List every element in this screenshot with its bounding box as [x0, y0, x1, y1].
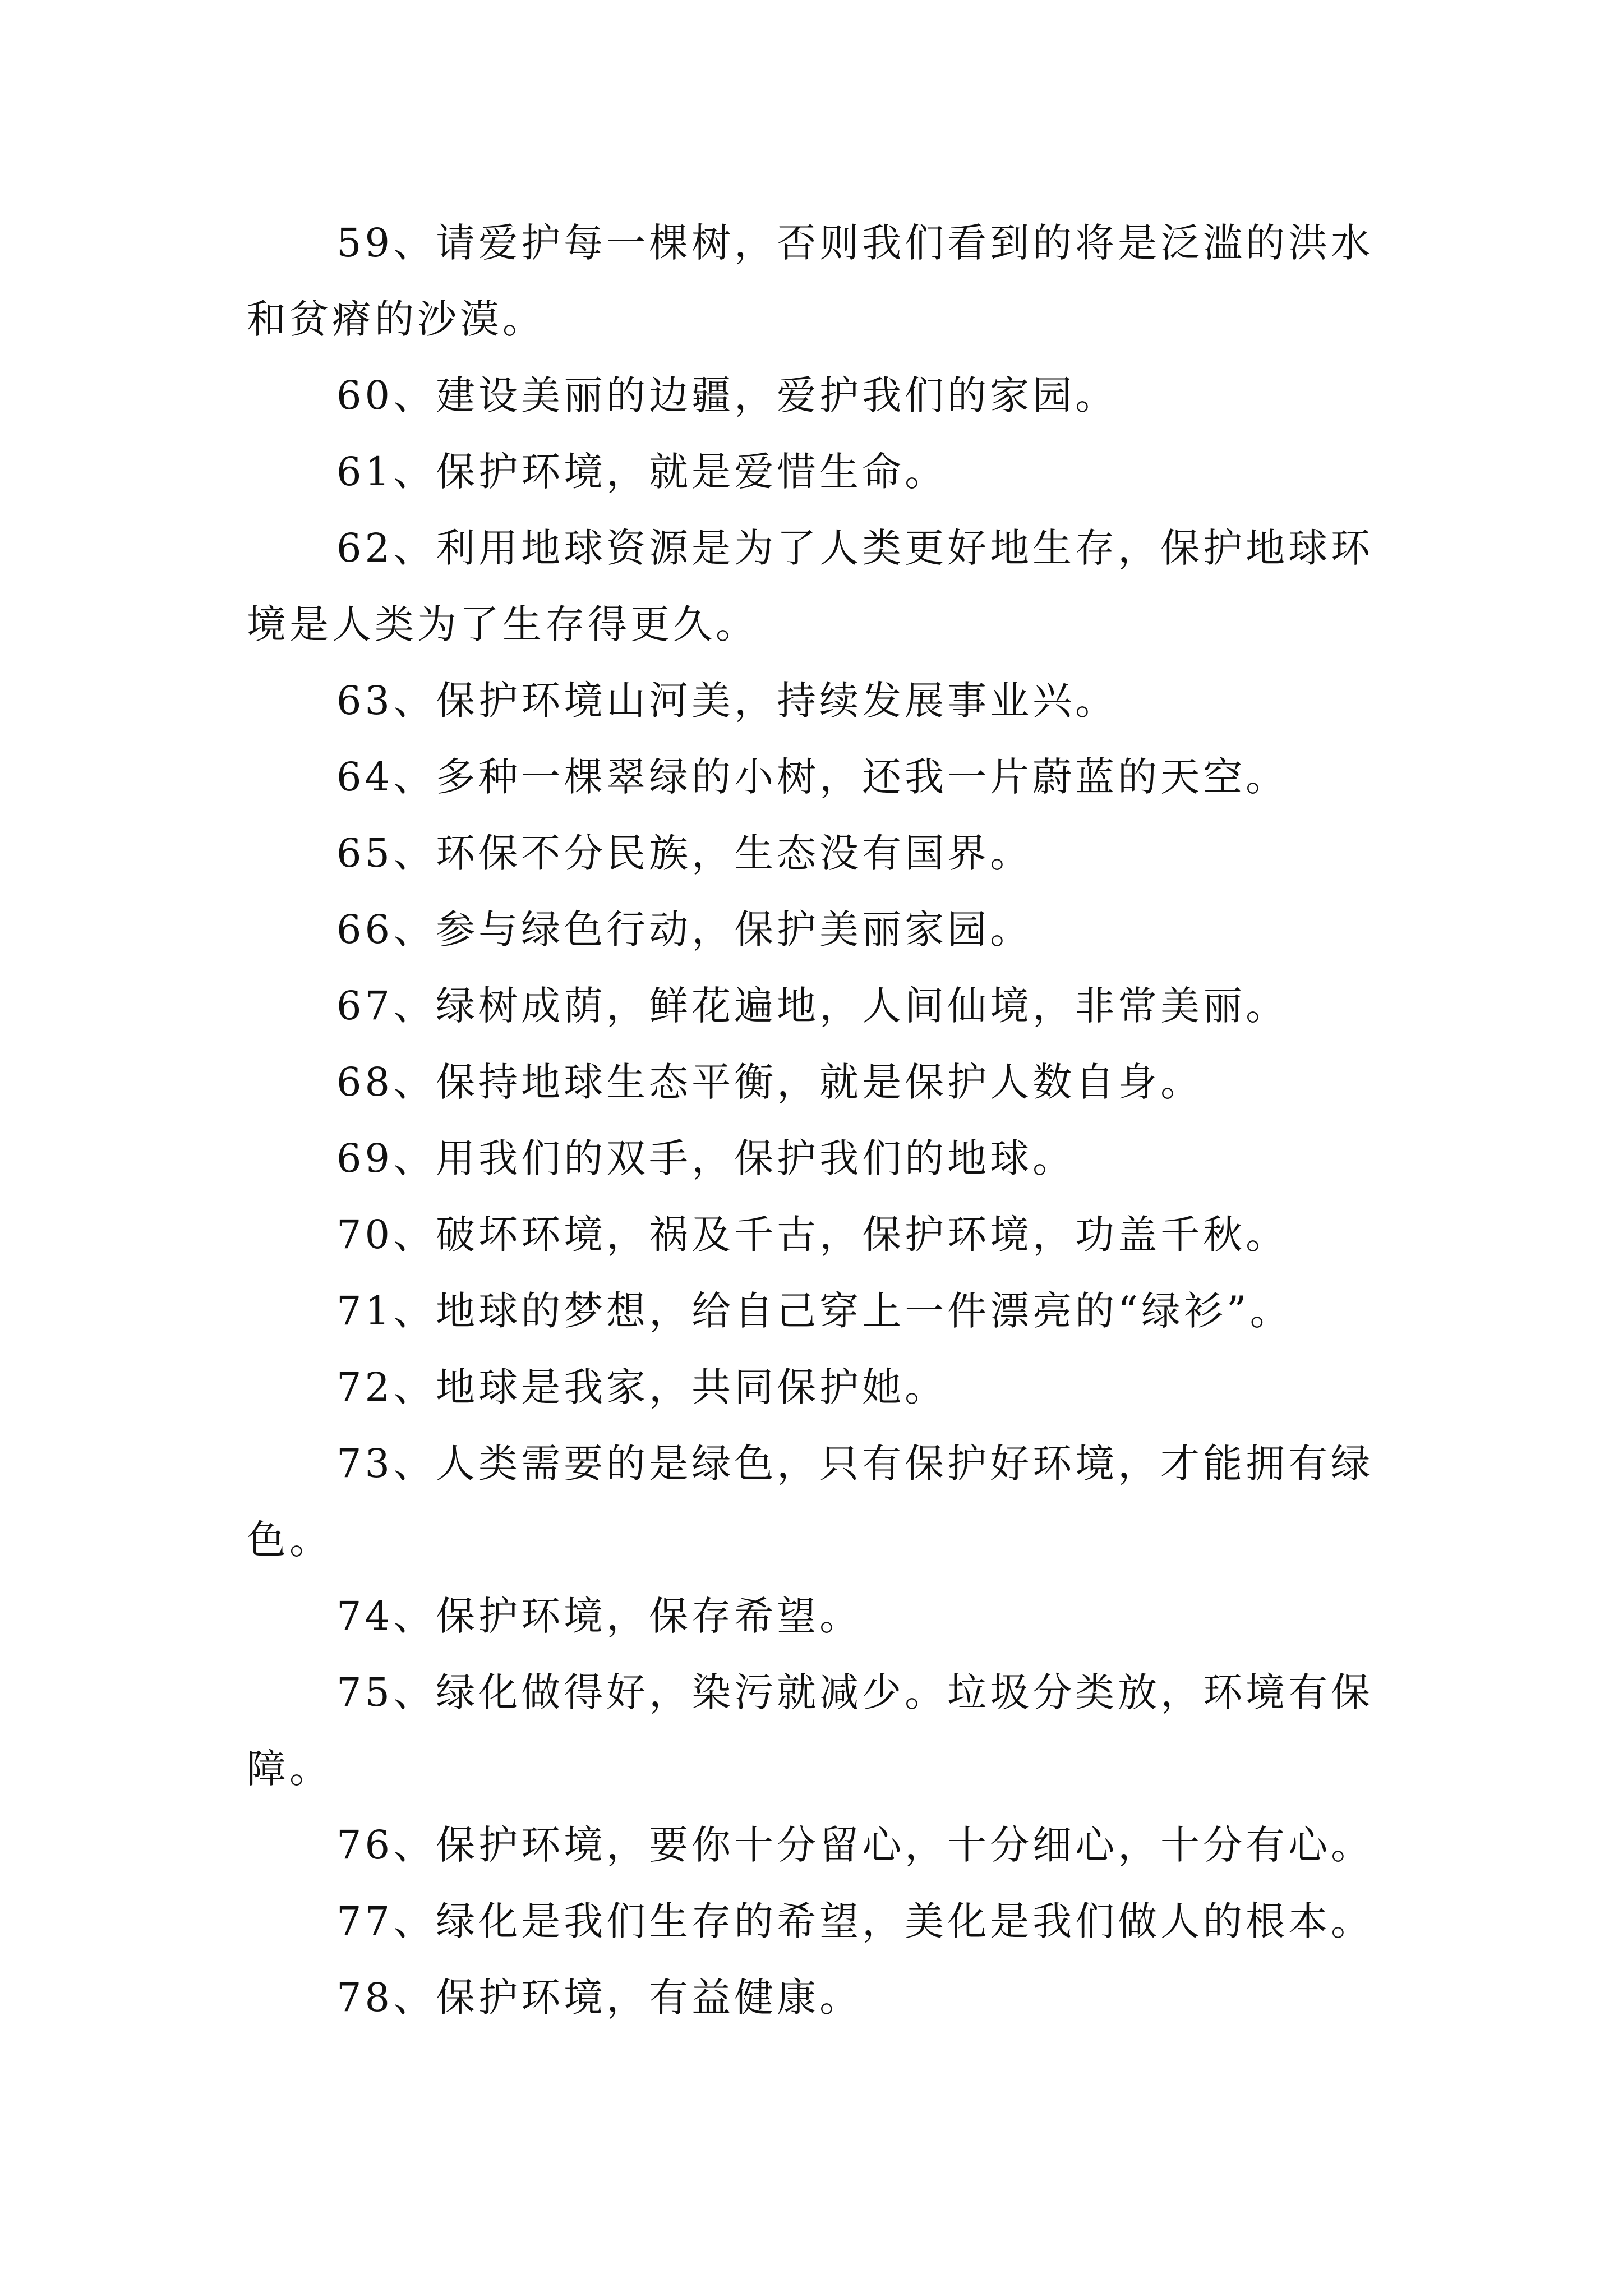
paragraph-75: 75、绿化做得好，染污就减少。垃圾分类放，环境有保障。 [247, 1669, 1374, 1792]
paragraph-68: 68、保持地球生态平衡，就是保护人数自身。 [336, 1059, 1204, 1105]
paragraph-70: 70、破坏环境，祸及千古，保护环境，功盖千秋。 [336, 1212, 1289, 1258]
paragraph-77: 77、绿化是我们生存的希望，美化是我们做人的根本。 [336, 1898, 1374, 1944]
paragraph-71: 71、地球的梦想，给自己穿上一件漂亮的“绿衫”。 [336, 1288, 1293, 1334]
paragraph-62: 62、利用地球资源是为了人类更好地生存，保护地球环境是人类为了生存得更久。 [247, 525, 1374, 647]
paragraph-74: 74、保护环境，保存希望。 [336, 1593, 863, 1639]
paragraph-76: 76、保护环境，要你十分留心，十分细心，十分有心。 [336, 1822, 1374, 1868]
paragraph-64: 64、多种一棵翠绿的小树，还我一片蔚蓝的天空。 [336, 754, 1289, 800]
paragraph-65: 65、环保不分民族，生态没有国界。 [336, 830, 1033, 876]
paragraph-61: 61、保护环境，就是爱惜生命。 [336, 449, 948, 495]
paragraph-63: 63、保护环境山河美，持续发展事业兴。 [336, 678, 1118, 724]
paragraph-72: 72、地球是我家，共同保护她。 [336, 1364, 948, 1410]
paragraph-59: 59、请爱护每一棵树，否则我们看到的将是泛滥的洪水和贫瘠的沙漠。 [247, 220, 1374, 342]
document-body [247, 205, 1391, 2036]
paragraph-69: 69、用我们的双手，保护我们的地球。 [336, 1135, 1076, 1181]
paragraph-73: 73、人类需要的是绿色，只有保护好环境，才能拥有绿色。 [247, 1441, 1374, 1563]
paragraph-67: 67、绿树成荫，鲜花遍地，人间仙境，非常美丽。 [336, 983, 1289, 1029]
paragraph-78: 78、保护环境，有益健康。 [336, 1975, 863, 2021]
paragraph-60: 60、建设美丽的边疆，爱护我们的家园。 [336, 372, 1118, 418]
paragraph-66: 66、参与绿色行动，保护美丽家园。 [336, 907, 1033, 953]
